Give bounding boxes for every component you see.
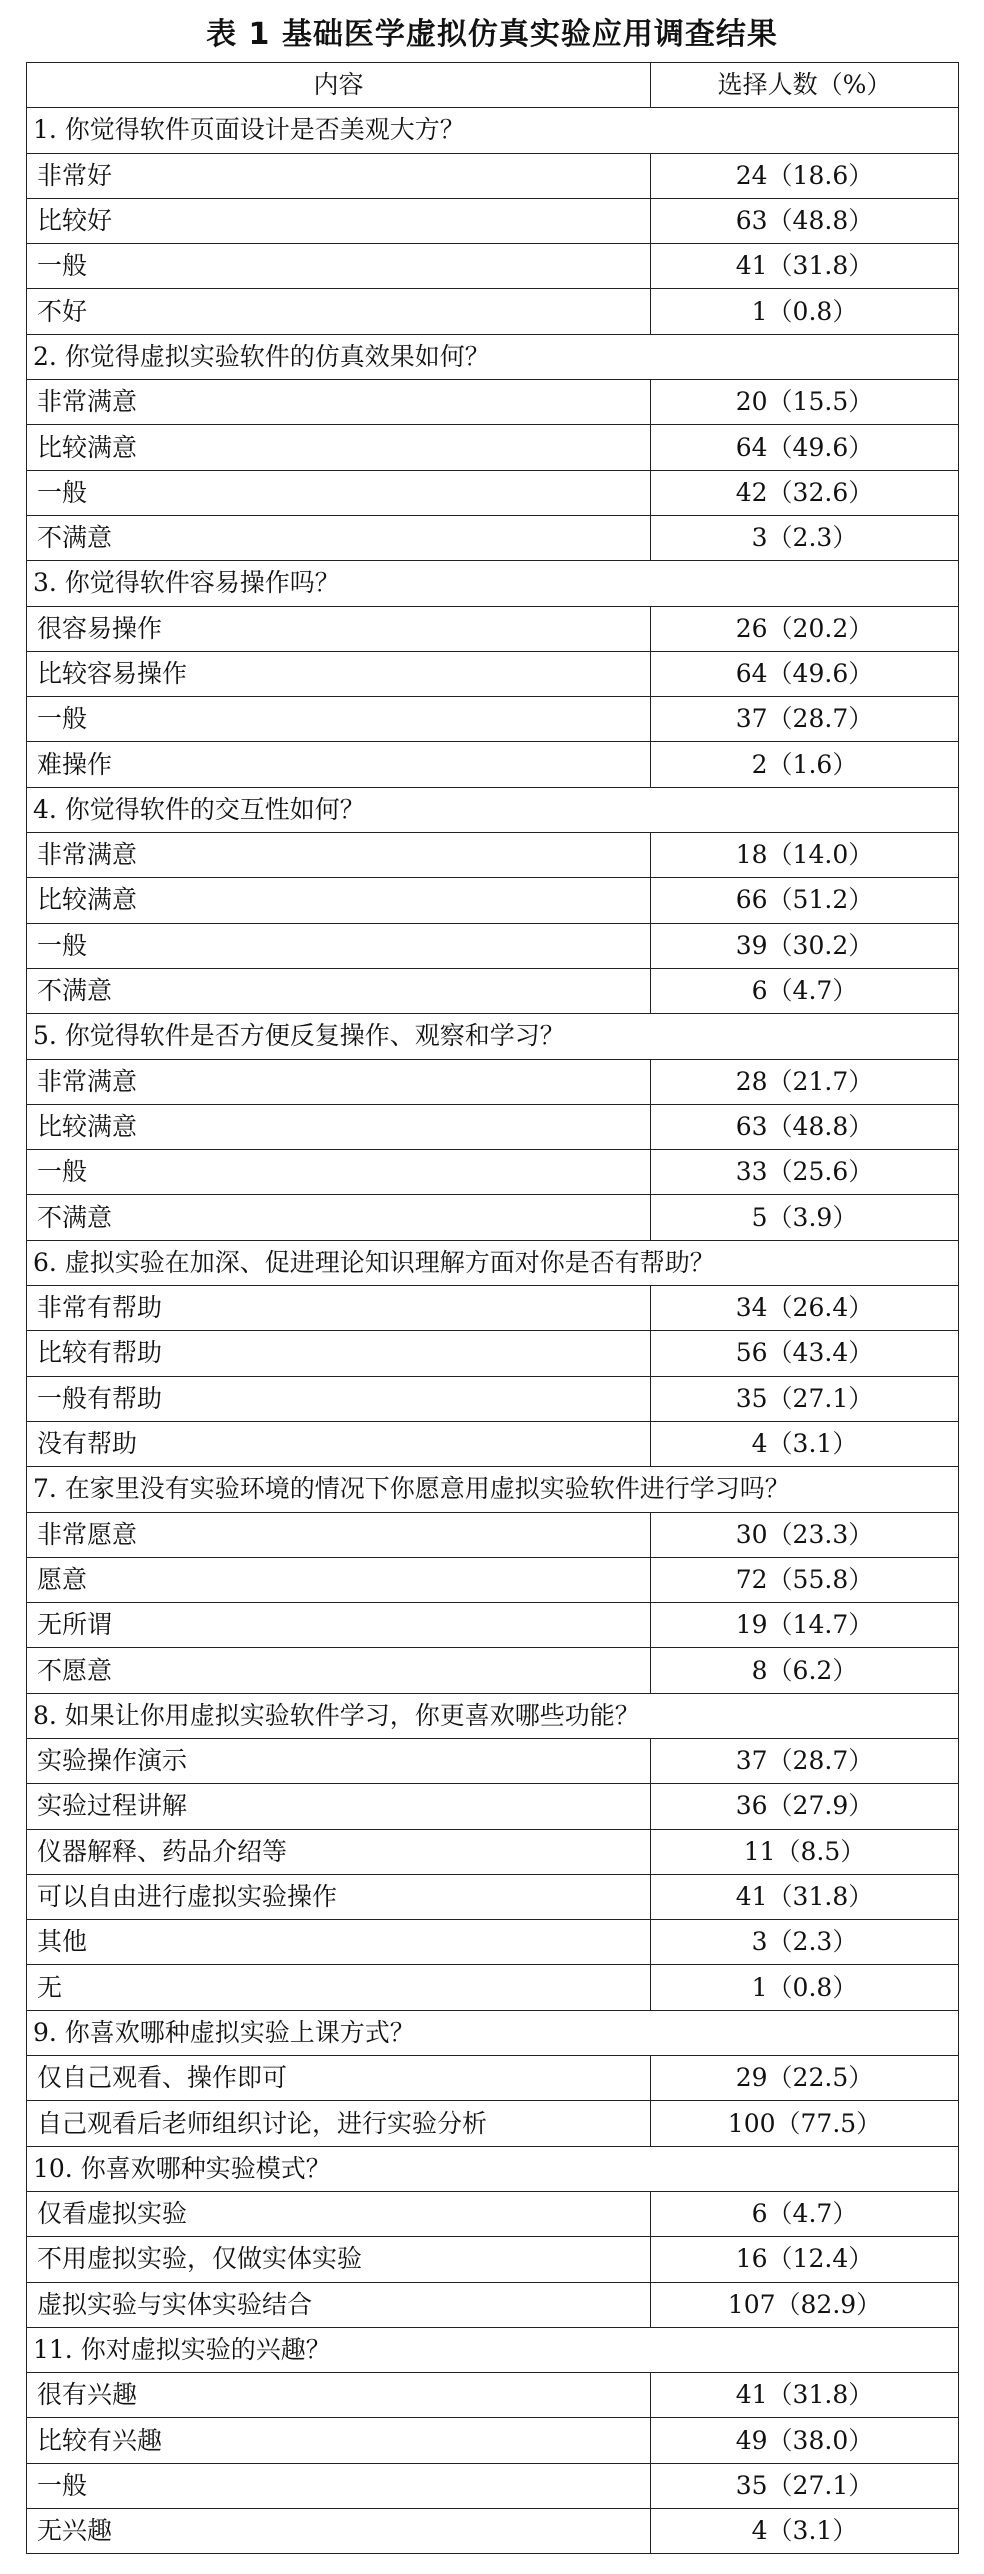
option-label: 不愿意 (27, 1648, 651, 1693)
option-count: 49（38.0） (651, 2418, 959, 2463)
table-row (27, 2463, 959, 2508)
option-count: 26（20.2） (651, 606, 959, 651)
option-count: 41（31.8） (651, 1874, 959, 1919)
table-row (27, 651, 959, 696)
option-count: 41（31.8） (651, 2373, 959, 2418)
question-text: 2. 你觉得虚拟实验软件的仿真效果如何？ (27, 334, 959, 379)
table-row (27, 198, 959, 243)
option-label: 仪器解释、药品介绍等 (27, 1829, 651, 1874)
option-count: 42（32.6） (651, 470, 959, 515)
option-label: 一般 (27, 697, 651, 742)
option-count: 3（2.3） (651, 515, 959, 560)
option-label: 一般有帮助 (27, 1376, 651, 1421)
table-body (27, 108, 959, 2554)
option-count: 56（43.4） (651, 1331, 959, 1376)
option-label: 仅自己观看、操作即可 (27, 2056, 651, 2101)
survey-table (26, 62, 959, 2554)
question-row (27, 787, 959, 832)
option-label: 不好 (27, 289, 651, 334)
option-label: 比较好 (27, 198, 651, 243)
option-count: 1（0.8） (651, 1965, 959, 2010)
option-label: 虚拟实验与实体实验结合 (27, 2282, 651, 2327)
table-row (27, 1603, 959, 1648)
table-row (27, 1648, 959, 1693)
table-row (27, 2237, 959, 2282)
header-row (27, 63, 959, 108)
option-count: 4（3.1） (651, 2509, 959, 2554)
table-row (27, 1421, 959, 1466)
option-label: 非常有帮助 (27, 1286, 651, 1331)
table-row (27, 1874, 959, 1919)
option-label: 比较满意 (27, 878, 651, 923)
question-text: 7. 在家里没有实验环境的情况下你愿意用虚拟实验软件进行学习吗？ (27, 1467, 959, 1512)
option-count: 64（49.6） (651, 651, 959, 696)
option-count: 63（48.8） (651, 198, 959, 243)
option-label: 非常满意 (27, 833, 651, 878)
option-label: 可以自由进行虚拟实验操作 (27, 1874, 651, 1919)
table-row (27, 289, 959, 334)
table-row (27, 2056, 959, 2101)
table-row (27, 2418, 959, 2463)
option-label: 无 (27, 1965, 651, 2010)
option-count: 35（27.1） (651, 1376, 959, 1421)
question-text: 6. 虚拟实验在加深、促进理论知识理解方面对你是否有帮助？ (27, 1240, 959, 1285)
option-label: 仅看虚拟实验 (27, 2191, 651, 2236)
option-label: 实验过程讲解 (27, 1784, 651, 1829)
table-row (27, 2101, 959, 2146)
table-row (27, 1738, 959, 1783)
question-text: 1. 你觉得软件页面设计是否美观大方？ (27, 108, 959, 153)
option-count: 30（23.3） (651, 1512, 959, 1557)
table-row (27, 1150, 959, 1195)
option-count: 28（21.7） (651, 1059, 959, 1104)
option-label: 一般 (27, 923, 651, 968)
question-row (27, 2146, 959, 2191)
option-label: 比较有帮助 (27, 1331, 651, 1376)
question-text: 4. 你觉得软件的交互性如何？ (27, 787, 959, 832)
option-count: 107（82.9） (651, 2282, 959, 2327)
question-row (27, 1467, 959, 1512)
option-count: 36（27.9） (651, 1784, 959, 1829)
table-row (27, 2509, 959, 2554)
table-row (27, 968, 959, 1013)
question-row (27, 334, 959, 379)
option-count: 8（6.2） (651, 1648, 959, 1693)
table-row (27, 1557, 959, 1602)
option-count: 16（12.4） (651, 2237, 959, 2282)
question-row (27, 108, 959, 153)
option-count: 1（0.8） (651, 289, 959, 334)
table-row (27, 1512, 959, 1557)
option-count: 5（3.9） (651, 1195, 959, 1240)
option-count: 66（51.2） (651, 878, 959, 923)
table-row (27, 878, 959, 923)
option-label: 比较满意 (27, 425, 651, 470)
option-count: 6（4.7） (651, 2191, 959, 2236)
table-row (27, 923, 959, 968)
option-count: 63（48.8） (651, 1104, 959, 1149)
option-count: 2（1.6） (651, 742, 959, 787)
question-row (27, 2010, 959, 2055)
table-row (27, 2191, 959, 2236)
option-count: 18（14.0） (651, 833, 959, 878)
option-count: 33（25.6） (651, 1150, 959, 1195)
option-label: 非常满意 (27, 380, 651, 425)
option-count: 19（14.7） (651, 1603, 959, 1648)
option-label: 一般 (27, 470, 651, 515)
option-count: 20（15.5） (651, 380, 959, 425)
table-row (27, 833, 959, 878)
option-label: 其他 (27, 1920, 651, 1965)
question-row (27, 561, 959, 606)
option-count: 37（28.7） (651, 697, 959, 742)
table-row (27, 1829, 959, 1874)
table-title: 表 1 基础医学虚拟仿真实验应用调查结果 (206, 17, 778, 52)
option-label: 一般 (27, 244, 651, 289)
option-label: 非常满意 (27, 1059, 651, 1104)
table-row (27, 1059, 959, 1104)
option-label: 很容易操作 (27, 606, 651, 651)
header-content: 内容 (27, 63, 651, 108)
table-row (27, 1195, 959, 1240)
option-label: 不满意 (27, 1195, 651, 1240)
option-count: 39（30.2） (651, 923, 959, 968)
option-count: 72（55.8） (651, 1557, 959, 1602)
table-row (27, 1965, 959, 2010)
table-row (27, 697, 959, 742)
option-label: 难操作 (27, 742, 651, 787)
table-row (27, 2282, 959, 2327)
question-text: 8. 如果让你用虚拟实验软件学习，你更喜欢哪些功能？ (27, 1693, 959, 1738)
question-row (27, 1693, 959, 1738)
option-label: 无兴趣 (27, 2509, 651, 2554)
question-text: 3. 你觉得软件容易操作吗？ (27, 561, 959, 606)
option-count: 11（8.5） (651, 1829, 959, 1874)
option-label: 实验操作演示 (27, 1738, 651, 1783)
table-row (27, 380, 959, 425)
option-label: 比较容易操作 (27, 651, 651, 696)
option-label: 非常好 (27, 153, 651, 198)
table-row (27, 515, 959, 560)
option-count: 4（3.1） (651, 1421, 959, 1466)
option-count: 37（28.7） (651, 1738, 959, 1783)
option-count: 35（27.1） (651, 2463, 959, 2508)
option-label: 不满意 (27, 968, 651, 1013)
option-label: 自己观看后老师组织讨论，进行实验分析 (27, 2101, 651, 2146)
header-count: 选择人数（%） (651, 63, 959, 108)
option-count: 29（22.5） (651, 2056, 959, 2101)
option-label: 不用虚拟实验，仅做实体实验 (27, 2237, 651, 2282)
table-row (27, 425, 959, 470)
table-row (27, 1784, 959, 1829)
option-label: 愿意 (27, 1557, 651, 1602)
question-row (27, 1240, 959, 1285)
option-label: 一般 (27, 2463, 651, 2508)
question-text: 9. 你喜欢哪种虚拟实验上课方式？ (27, 2010, 959, 2055)
option-count: 34（26.4） (651, 1286, 959, 1331)
table-row (27, 1376, 959, 1421)
question-text: 10. 你喜欢哪种实验模式？ (27, 2146, 959, 2191)
table-row (27, 1104, 959, 1149)
option-count: 64（49.6） (651, 425, 959, 470)
option-label: 一般 (27, 1150, 651, 1195)
option-label: 比较有兴趣 (27, 2418, 651, 2463)
option-label: 没有帮助 (27, 1421, 651, 1466)
option-count: 3（2.3） (651, 1920, 959, 1965)
table-row (27, 470, 959, 515)
table-row (27, 1286, 959, 1331)
option-label: 不满意 (27, 515, 651, 560)
question-row (27, 1014, 959, 1059)
option-label: 比较满意 (27, 1104, 651, 1149)
option-count: 6（4.7） (651, 968, 959, 1013)
table-row (27, 153, 959, 198)
table-row (27, 742, 959, 787)
option-label: 非常愿意 (27, 1512, 651, 1557)
option-label: 无所谓 (27, 1603, 651, 1648)
option-count: 41（31.8） (651, 244, 959, 289)
question-text: 5. 你觉得软件是否方便反复操作、观察和学习？ (27, 1014, 959, 1059)
table-row (27, 1331, 959, 1376)
option-count: 24（18.6） (651, 153, 959, 198)
question-text: 11. 你对虚拟实验的兴趣？ (27, 2327, 959, 2372)
question-row (27, 2327, 959, 2372)
option-count: 100（77.5） (651, 2101, 959, 2146)
option-label: 很有兴趣 (27, 2373, 651, 2418)
table-row (27, 244, 959, 289)
table-row (27, 1920, 959, 1965)
table-row (27, 2373, 959, 2418)
table-row (27, 606, 959, 651)
